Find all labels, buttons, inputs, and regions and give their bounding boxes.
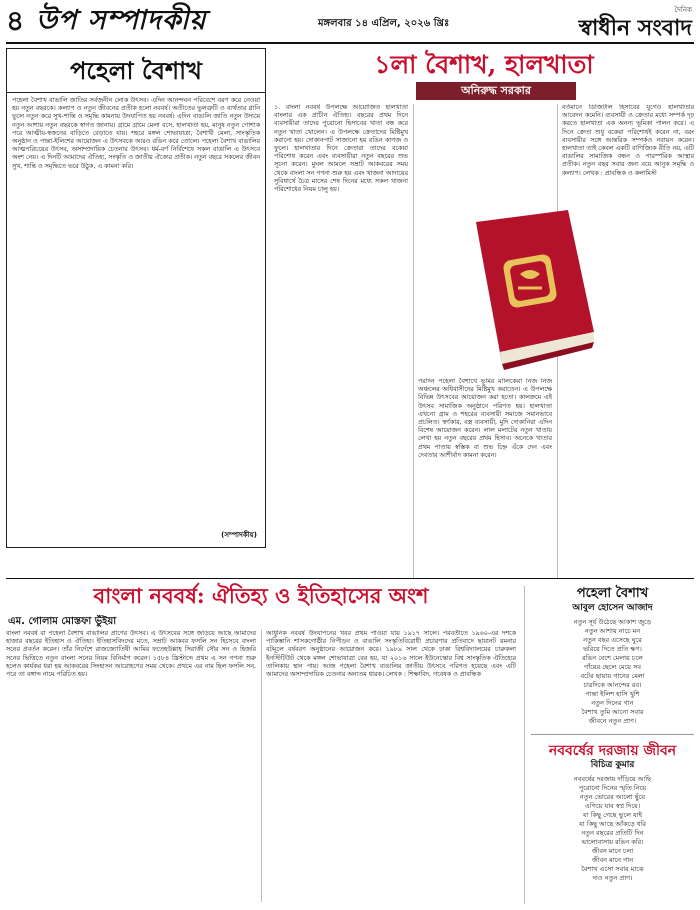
editorial-body: পহেলা বৈশাখ বাঙালি জাতির সর্বজনীন লোক উৎসব। এদিন আনন্দঘন পরিবেশে বরণ করে নেওয়া হয় নতুন বছরকে। কল্যাণ ও নতুন জীবনের প্রতীক হলো নববর্ষ। অতীতের ভুলত্রুটি ও ব্যর্থতার গ্লানি ভুলে নতুন করে সুখ-শান্তি ও সমৃদ্ধি কামনায় উদযাপিত হয় নববর্ষ। এদিন বাঙালি জাতি নতুন উদ্যমে নতুন আশায় নতুন বছরকে স্বাগত জানায়। গ্রামে গ্রামে মেলা বসে, হালখাতা হয়, মানুষ নতুন পোশাক পরে আত্মীয়-স্বজনের বাড়িতে বেড়াতে যায়। শহরে মঙ্গল শোভাযাত্রা, বৈশাখী মেলা, সাংস্কৃতিক অনুষ্ঠান ও পান্তা-ইলিশের আয়োজন এ উৎসবকে আরও রঙিন করে তোলে। পহেলা বৈশাখ বাঙালির আত্মপরিচয়ের উৎসব, অসাম্প্রদায়িক চেতনার উৎসব। ধর্ম-বর্ণ নির্বিশেষে সকল বাঙালি এ উৎসবে অংশ নেয়। এ দিনটি আমাদের ঐতিহ্য, সংস্কৃতি ও জাতীয় ঐক্যের প্রতীক। নতুন বছরে সকলের জীবন সুখ, শান্তি ও সমৃদ্ধিতে ভরে উঠুক, এ কামনা করি। (12, 97, 260, 170)
poem-line: যা কিছু গেছে ভুলে যাই (583, 811, 642, 819)
poem-line: চারদিকে আনন্দের রব। (583, 681, 642, 689)
poem-line: জীবন মানে চলা (591, 847, 634, 855)
red-ledger-book-illustration (448, 202, 598, 372)
page-number: ৪ (6, 4, 25, 37)
column-divider (413, 104, 414, 579)
column-divider (261, 630, 262, 902)
bottom-text-1: বাংলা নববর্ষ বা পহেলা বৈশাখ বাঙালির প্রাণের উৎসব। এ উৎসবের সঙ্গে জড়িয়ে আছে আমাদের হাজার বছরের ইতিহাস ও ঐতিহ্য। ইতিহাসবিদদের মতে, সম্রাট আকবর ফসলি সন হিসেবে বাংলা সনের প্রবর্তন করেন। তাঁর নির্দেশে রাজজ্যোতিষী আমির ফতেহউল্লাহ সিরাজী সৌর সন ও হিজরি সনের ভিত্তিতে নতুন বাংলা সনের নিয়ম বিনির্মাণ করেন। ১৫৮৪ খ্রিস্টাব্দে প্রথম এ সন গণনা শুরু হলেও কার্যকর ধরা হয় আকবরের সিংহাসন আরোহণের সময় থেকে। প্রথমে এর নাম ছিল ফসলি সন, পরে তা বঙ্গাব্দ নামে পরিচিত হয়। (6, 630, 256, 679)
feature-column-2 (418, 378, 552, 579)
poems-box (524, 586, 694, 904)
feature-title: ১লা বৈশাখ, হালখাতা (374, 50, 594, 79)
poem-line: জীবনে নতুন প্রাণ। (588, 717, 637, 725)
poem-line: নতুন বছর এসেছে ঘুরে (583, 636, 642, 644)
bottom-column-1 (6, 630, 256, 902)
feature-column-1 (274, 104, 408, 579)
poet-name: আবুল হোসেন আজাদ (572, 603, 653, 613)
poem-divider (531, 734, 694, 735)
editorial-sign: (সম্পাদকীয়) (221, 531, 257, 539)
poem-title: পহেলা বৈশাখ (576, 586, 649, 601)
header-rule (6, 42, 694, 44)
bottom-article-author: এম. গোলাম মোস্তফা ভুঁইয়া (8, 616, 117, 627)
bottom-column-2 (266, 630, 516, 902)
poem-line: বটের ছায়ায় গানের মেলা (580, 672, 645, 680)
poem-line: ভালোবাসায় রঙিন করি। (581, 838, 644, 846)
editorial-title: পহেলা বৈশাখ (7, 49, 265, 93)
poem-line: বৈশাখ এসো সবার মাঝে (581, 865, 644, 873)
poem-line: নতুন আশায় নাচে মন (584, 627, 641, 635)
poem-line: পুরোনো দিনের স্মৃতি নিয়ে (578, 784, 647, 792)
poem-line: নতুন বছরের প্রতিটি দিন (581, 829, 644, 837)
poem-line: যা কিছু আছে আঁকড়ে ধরি (579, 820, 646, 828)
poet-name: বিচিত্র কুমার (590, 760, 635, 770)
masthead (6, 4, 694, 40)
poem-lines (531, 775, 694, 883)
bottom-article-title: বাংলা নববর্ষ: ঐতিহ্য ও ইতিহাসের অংশ (93, 583, 429, 608)
feature-text-3: বর্তমানে ডিজিটাল হিসাবের যুগেও হালখাতার আবেদন কমেনি। ব্যবসায়ী ও ক্রেতার মধ্যে সম্পর্ক দৃঢ় করতে হালখাতা এক অনন্য ভূমিকা পালন করে। এ দিনে ক্রেতা শুধু বকেয়া পরিশোধই করেন না, বরং ব্যবসায়ীর সঙ্গে আন্তরিক সম্পর্কও নবায়ন করেন। হালখাতা তাই কেবল একটি বাণিজ্যিক রীতি নয়, এটি বাঙালির সামাজিক বন্ধন ও পারস্পরিক আস্থার প্রতীক। নতুন বছর সবার জন্য বয়ে আনুক সমৃদ্ধি ও কল্যাণ। লেখক : প্রাবন্ধিক ও কলামিস্ট (562, 104, 694, 177)
poem-line: নববর্ষের দরজায় দাঁড়িয়ে আছি (573, 775, 652, 783)
poem-line: নতুন ভোরের আলো ছুঁয়ে (579, 793, 646, 801)
poem-line: গাঁয়ের ছেলে মেয়ে সব (584, 663, 641, 671)
poem-title: নববর্ষের দরজায় জীবন (548, 743, 677, 759)
logo-tag: দৈনিক (674, 6, 692, 14)
feature-text-2: পরদিন পহেলা বৈশাখে ভূমির মালিকেরা নিজ নিজ অঞ্চলের অধিবাসীদের মিষ্টিমুখ করাতেন। এ উপলক্ষে বিভিন্ন উৎসবের আয়োজন করা হতো। কালক্রমে এই উৎসব সামাজিক অনুষ্ঠানে পরিণত হয়। হালখাতা এখনো গ্রাম ও শহরের ব্যবসায়ী সমাজে সমানভাবে প্রচলিত। স্বর্ণকার, বস্ত্র ব্যবসায়ী, মুদি দোকানিরা এদিন বিশেষ আয়োজন করেন। লাল মলাটের নতুন খাতায় লেখা হয় নতুন বছরের প্রথম হিসাব। অনেকে খাতার প্রথম পাতায় স্বস্তিক বা শুভ চিহ্ন এঁকে দেন এবং দেবতার আশীর্বাদ কামনা করেন। (418, 378, 552, 459)
poem-line: বৈশাখ তুমি আনো সবার (581, 708, 644, 716)
feature-author: অনিরুদ্ধ সরকার (416, 82, 576, 100)
poem-lines (531, 618, 694, 726)
editorial-column (6, 48, 266, 548)
issue-date: মঙ্গলবার ১৪ এপ্রিল, ২০২৬ খ্রিঃ (318, 18, 450, 29)
feature-text-1: ১. বাংলা নববর্ষ উপলক্ষে আয়োজিত হালখাতা বাংলার এক প্রাচীন ঐতিহ্য। বছরের প্রথম দিনে ব্যবসায়ীরা তাদের পুরোনো হিসাবের খাতা বন্ধ করে নতুন খাতা খোলেন। এ উপলক্ষে ক্রেতাদের মিষ্টিমুখ করানো হয়। দোকানপাট সাজানো হয় রঙিন কাগজ ও ফুলে। হালখাতার দিনে ক্রেতারা তাদের বকেয়া পরিশোধ করেন এবং ব্যবসায়ীরা নতুন বছরের শুভ সূচনা করেন। মুঘল আমলে সম্রাট আকবরের সময় থেকে বাংলা সন গণনা শুরু হয় এবং খাজনা আদায়ের সুবিধার্থে চৈত্র মাসের শেষ দিনের মধ্যে সকল খাজনা পরিশোধের নিয়ম চালু হয়। (274, 104, 408, 194)
poem-line: রঙিন বেশে মেলায় চলে (582, 654, 643, 662)
poem-line: নতুন সূর্য উঠেছে আকাশ জুড়ে (573, 618, 652, 626)
logo-name: স্বাধীন সংবাদ (578, 15, 692, 41)
poem-line: দাও নতুন প্রাণ। (592, 874, 633, 882)
poem-line: ভরিয়ে দিতে প্রতি ক্ষণ। (583, 645, 642, 653)
newspaper-logo (579, 4, 692, 40)
poem-line: নতুন দিনের গান (591, 699, 634, 707)
poem-line: জীবন মানে গান (591, 856, 634, 864)
poem-line: এগিয়ে যাব স্বপ্ন দিয়ে। (584, 802, 641, 810)
bottom-text-2: আধুনিক নববর্ষ উদযাপনের খবর প্রথম পাওয়া যায় ১৯১৭ সালে। পরবর্তীতে ১৯৬০-এর দশকে পাকিস্তানি শাসকগোষ্ঠীর নিপীড়ন ও বাঙালি সংস্কৃতিবিরোধী প্রচারণার প্রতিবাদে ছায়ানট রমনার বটমূলে বর্ষবরণ অনুষ্ঠানের আয়োজন করে। ১৯৮৯ সাল থেকে ঢাকা বিশ্ববিদ্যালয়ের চারুকলা ইনস্টিটিউট থেকে মঙ্গল শোভাযাত্রা বের হয়, যা ২০১৬ সালে ইউনেস্কোর বিশ্ব সাংস্কৃতিক ঐতিহ্যের তালিকায় স্থান পায়। আজ পহেলা বৈশাখ বাঙালির জাতীয় উৎসবে পরিণত হয়েছে এবং এটি আমাদের অসাম্প্রদায়িক চেতনার অন্যতম ধারক। লেখক : শিক্ষাবিদ, গবেষক ও প্রাবন্ধিক (266, 630, 516, 679)
section-title: উপ সম্পাদকীয় (36, 5, 207, 36)
section-rule (6, 578, 694, 579)
poem-line: পান্তা ইলিশ হাসি খুশি (585, 690, 640, 698)
